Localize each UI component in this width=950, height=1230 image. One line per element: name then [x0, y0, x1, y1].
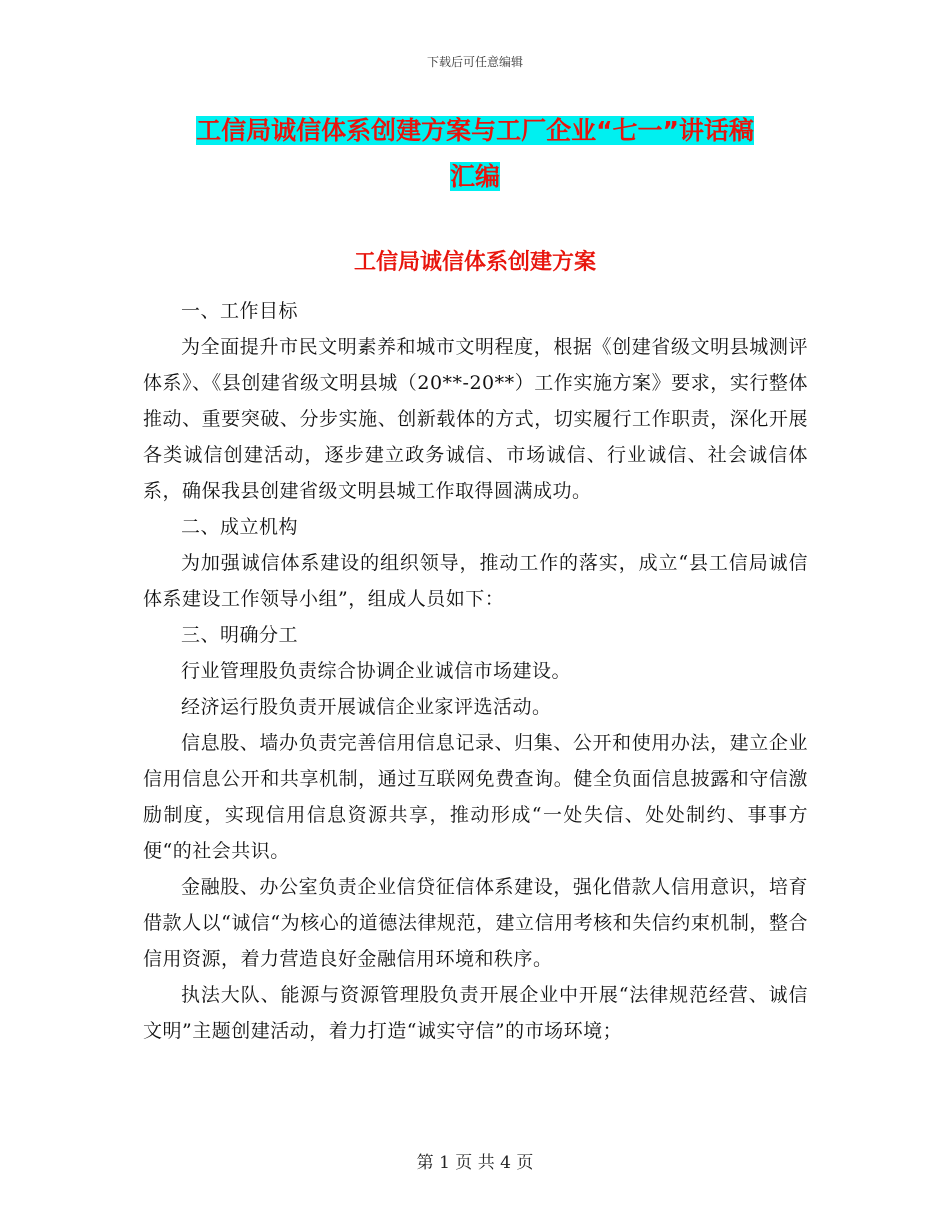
- paragraph: 执法大队、能源与资源管理股负责开展企业中开展“法律规范经营、诚信文明”主题创建活动，着力打造“诚实守信”的市场环境；: [143, 984, 808, 1042]
- header-note: 下载后可任意编辑: [426, 55, 523, 69]
- paragraph: 经济运行股负责开展诚信企业家评选活动。: [181, 696, 552, 718]
- heading-work-goal: 一、工作目标: [181, 300, 299, 322]
- heading-establish-organization: 二、成立机构: [181, 516, 299, 538]
- paragraph: 为加强诚信体系建设的组织领导，推动工作的落实，成立“县工信局诚信体系建设工作领导小组”，组成人员如下：: [143, 552, 808, 610]
- paragraph: 行业管理股负责综合协调企业诚信市场建设。: [181, 660, 572, 682]
- heading-clarify-division: 三、明确分工: [181, 624, 299, 646]
- page-footer: 第 1 页 共 4 页: [416, 1153, 534, 1173]
- document-body: [143, 293, 808, 1049]
- paragraph: 金融股、办公室负责企业信贷征信体系建设，强化借款人信用意识，培育借款人以“诚信“为核心的道德法律规范，建立信用考核和失信约束机制，整合信用资源，着力营造良好金融信用环境和秩序。: [143, 876, 808, 970]
- document-title-line-1: 工信局诚信体系创建方案与工厂企业“七一”讲话稿: [196, 116, 754, 145]
- section-title: 工信局诚信体系创建方案: [353, 250, 596, 275]
- document-title: [0, 108, 950, 200]
- document-title-line-2: 汇编: [449, 162, 500, 191]
- paragraph: 为全面提升市民文明素养和城市文明程度，根据《创建省级文明县城测评体系》、《县创建省级文明县城（20**-20**）工作实施方案》要求，实行整体推动、重要突破、分步实施、创新载体的方式，切实履行工作职责，深化开展各类诚信创建活动，逐步建立政务诚信、市场诚信、行业诚信、社会诚信体系，确保我县创建省级文明县城工作取得圆满成功。: [143, 336, 808, 502]
- paragraph: 信息股、墙办负责完善信用信息记录、归集、公开和使用办法，建立企业信用信息公开和共享机制，通过互联网免费查询。健全负面信息披露和守信激励制度，实现信用信息资源共享，推动形成“一处失信、处处制约、事事方便“的社会共识。: [143, 732, 808, 862]
